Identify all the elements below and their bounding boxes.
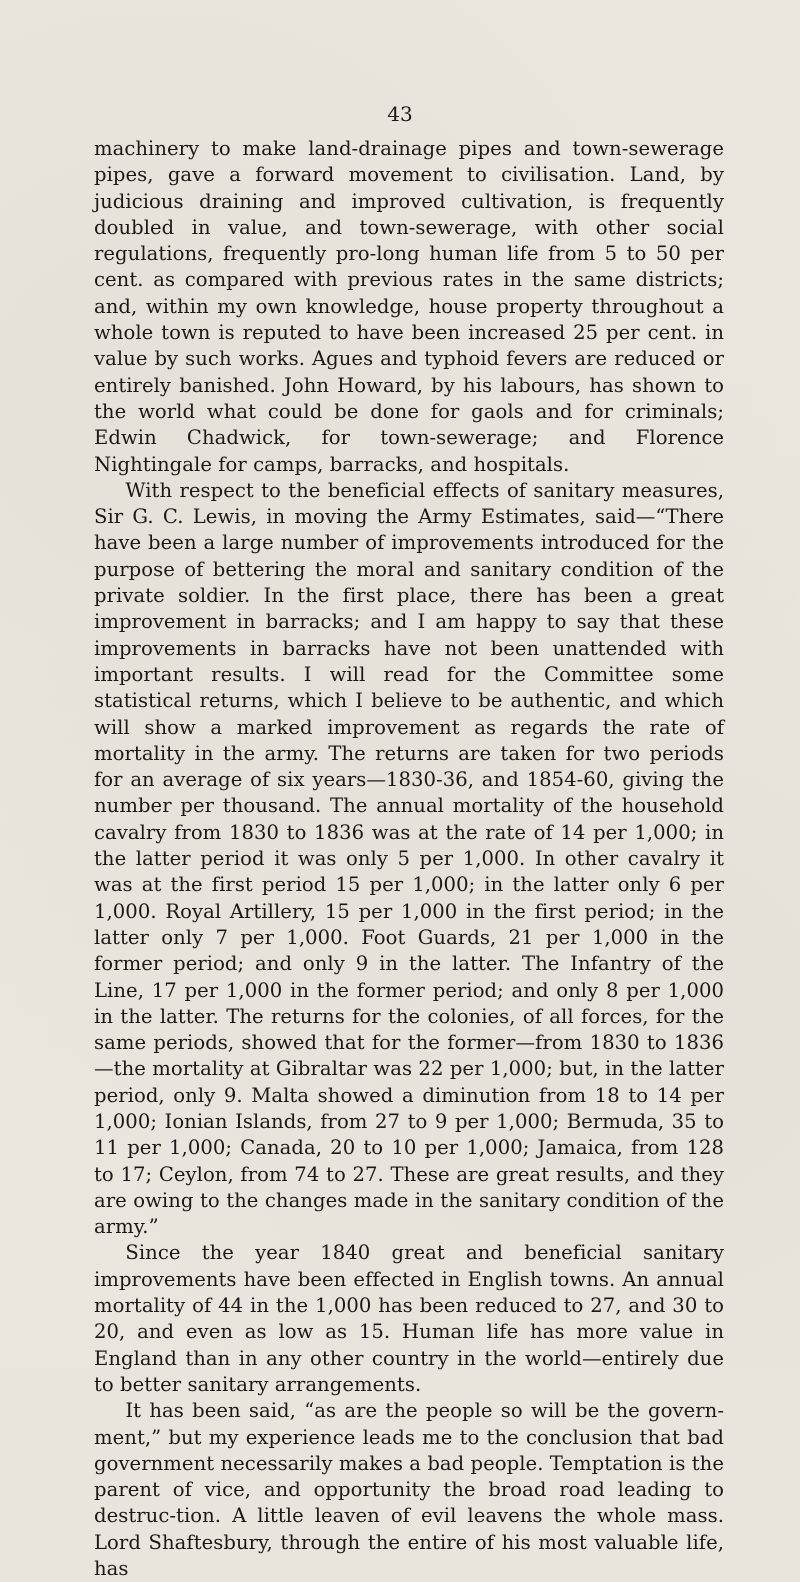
page-number: 43 bbox=[387, 102, 413, 126]
paragraph: machinery to make land-drainage pipes and town-sewerage pipes, gave a forward movement to civilisation. Land, by judicious draining and improved cultivation, is frequently doubled in value, and town-sewerage, with other social regulations, frequently pro-long human life from 5 to 50 per cent. as compared with previous rates in the same districts; and, within my own knowledge, house property throughout a whole town is reputed to have been increased 25 per cent. in value by such works. Agues and typhoid fevers are reduced or entirely banished. John Howard, by his labours, has shown to the world what could be done for gaols and for criminals; Edwin Chadwick, for town-sewerage; and Florence Nightingale for camps, barracks, and hospitals. bbox=[94, 137, 724, 476]
body-text bbox=[94, 136, 724, 1582]
paragraph: Since the year 1840 great and beneficial sanitary improvements have been effected in English towns. An annual mortality of 44 in the 1,000 has been reduced to 27, and 30 to 20, and even as low as 15. Human life has more value in England than in any other country in the world—entirely due to better sanitary arrangements. bbox=[94, 1241, 724, 1396]
paragraph: It has been said, “as are the people so will be the govern-ment,” but my experience leads me to the conclusion that bad government necessarily makes a bad people. Temptation is the parent of vice, and opportunity the broad road leading to destruc-tion. A little leaven of evil leavens the whole mass. Lord Shaftesbury, through the entire of his most valuable life, has bbox=[94, 1399, 724, 1581]
paragraph: With respect to the beneficial effects of sanitary measures, Sir G. C. Lewis, in moving the Army Estimates, said—“There have been a large number of improvements introduced for the purpose of bettering the moral and sanitary condition of the private soldier. In the first place, there has been a great improvement in barracks; and I am happy to say that these improvements in barracks have not been unattended with important results. I will read for the Committee some statistical returns, which I believe to be authentic, and which will show a marked improvement as regards the rate of mortality in the army. The returns are taken for two periods for an average of six years—1830-36, and 1854-60, giving the number per thousand. The annual mortality of the household cavalry from 1830 to 1836 was at the rate of 14 per 1,000; in the latter period it was only 5 per 1,000. In other cavalry it was at the first period 15 per 1,000; in the latter only 6 per 1,000. Royal Artillery, 15 per 1,000 in the first period; in the latter only 7 per 1,000. Foot Guards, 21 per 1,000 in the former period; and only 9 in the latter. The Infantry of the Line, 17 per 1,000 in the former period; and only 8 per 1,000 in the latter. The returns for the colonies, of all forces, for the same periods, showed that for the former—from 1830 to 1836—the mortality at Gibraltar was 22 per 1,000; but, in the latter period, only 9. Malta showed a diminution from 18 to 14 per 1,000; Ionian Islands, from 27 to 9 per 1,000; Bermuda, 35 to 11 per 1,000; Canada, 20 to 10 per 1,000; Jamaica, from 128 to 17; Ceylon, from 74 to 27. These are great results, and they are owing to the changes made in the sanitary condition of the army.” bbox=[94, 478, 724, 1239]
